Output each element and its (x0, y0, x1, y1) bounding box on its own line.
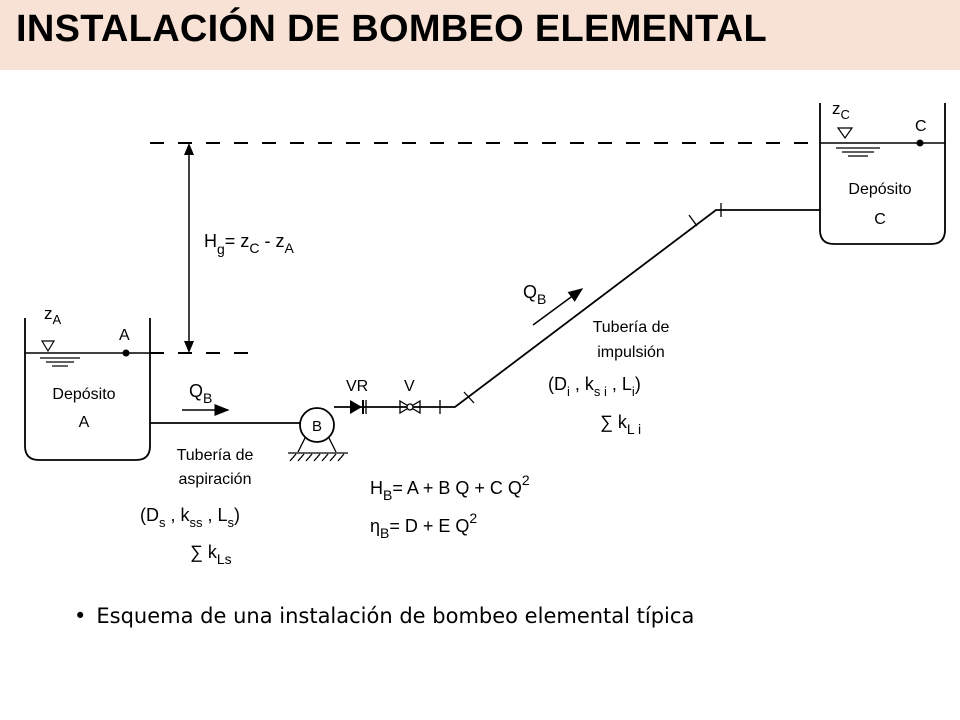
pumping-diagram (0, 70, 960, 590)
suction-flow-label: $Q_B$ (189, 381, 213, 406)
head-arrow-top (184, 143, 194, 155)
suction-pipe-params: ($D_s$ , $k_{ss}$ , $L_s$) (140, 505, 241, 530)
tank-c-level-label: $z_C$ (832, 99, 850, 122)
caption-text: Esquema de una instalación de bombeo elemental típica (96, 604, 695, 628)
title-bar (0, 0, 960, 70)
head-equation: $H_g= z_C - z_A$ (204, 231, 294, 257)
tank-c-letter: C (874, 211, 886, 228)
discharge-flow-label: $Q_B$ (523, 282, 547, 307)
point-a-dot (123, 350, 130, 357)
pump-efficiency-equation: $\eta_B= D + E$ $Q^2$ (370, 510, 478, 541)
tank-a-level-label: $z_A$ (44, 304, 62, 327)
pump-head-equation: $H_B= A + B$ Q + C $Q^2$ (370, 472, 530, 503)
tank-c-label: Depósito (848, 181, 912, 198)
check-valve-symbol (350, 400, 363, 414)
tank-a-letter: A (78, 414, 90, 431)
check-valve-label: VR (346, 378, 369, 395)
caption (74, 604, 694, 628)
pump-label: B (311, 418, 323, 435)
head-arrow-bottom (184, 341, 194, 353)
caption-bullet: • (74, 604, 87, 628)
pipe-ticks (366, 203, 721, 414)
discharge-pipe-losses: ∑ $k_{L i}$ (600, 412, 642, 437)
suction-pipe-label-2: aspiración (178, 471, 252, 488)
discharge-pipe-label: Tubería de (592, 319, 670, 336)
discharge-pipe-label-2: impulsión (597, 344, 665, 361)
suction-pipe-losses: ∑ $k_{Ls}$ (190, 542, 232, 567)
tank-c-water-symbol (836, 128, 880, 156)
page-title: INSTALACIÓN DE BOMBEO ELEMENTAL (16, 8, 767, 50)
tank-a-label: Depósito (52, 386, 116, 403)
point-c-label: C (915, 118, 927, 135)
point-a-label: A (119, 327, 130, 344)
suction-pipe-label: Tubería de (176, 447, 254, 464)
discharge-pipe-params: ($D_i$ , $k_{s i}$ , $L_i$) (548, 374, 641, 399)
point-c-dot (917, 140, 924, 147)
valve-label: V (404, 378, 415, 395)
